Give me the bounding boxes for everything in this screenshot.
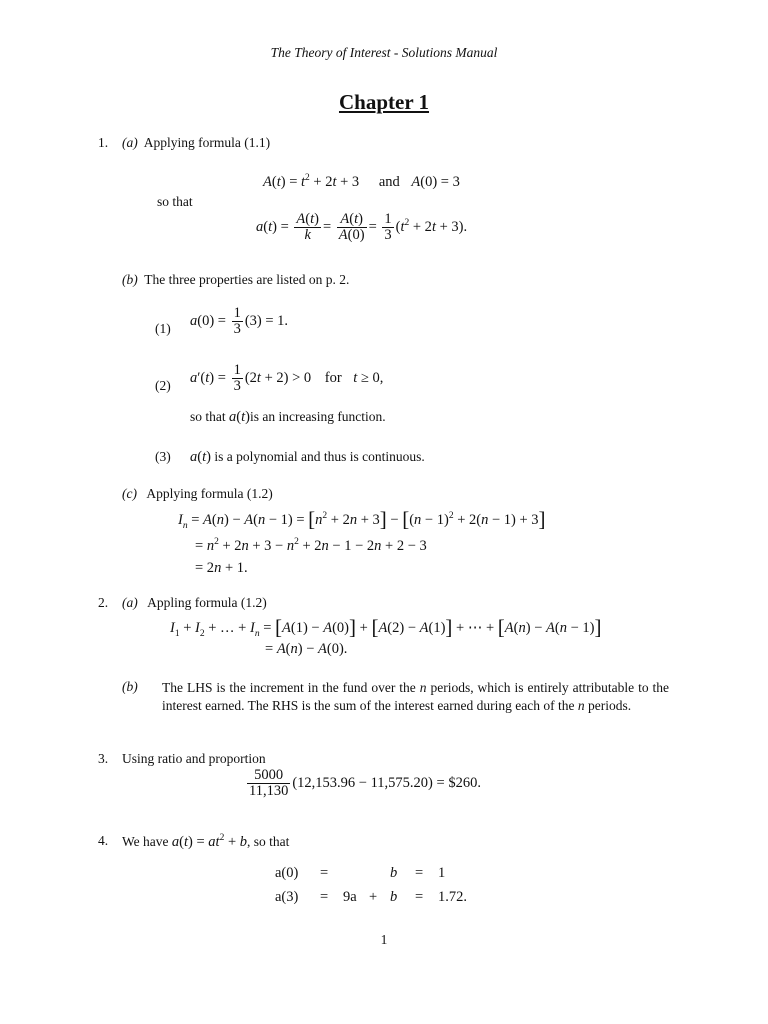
problem-1-number: 1. [98, 135, 109, 150]
problem-1a [122, 135, 270, 151]
part-label: (b) [122, 272, 138, 287]
property-2-equation: a′(t) = $\frac{1}{3}$ (2t + 2) > 0 for t ≥ 0, [190, 362, 384, 395]
problem-3-equation: $\frac{5000}{11,130}$ (12,153.96 − 11,575.20) = $260. [249, 767, 481, 800]
part-label: (c) [122, 486, 137, 501]
so-that-text: so that [157, 194, 193, 209]
property-3-text: a(t) is a polynomial and thus is continuous. [190, 449, 425, 465]
problem-3-number: 3. [98, 751, 109, 766]
equation-In-line3: = 2n + 1. [195, 560, 248, 576]
chapter-title: Chapter 1 [338, 90, 430, 114]
part-text: Applying formula (1.2) [146, 486, 273, 501]
problem-1b [122, 272, 349, 288]
property-1-equation: a(0) = $\frac{1}{3}$ (3) = 1. [190, 305, 289, 338]
page-number: 1 [380, 932, 388, 947]
problem-2b-text: The LHS is the increment in the fund over the n periods, which is entirely attributable to the interest earned. The RHS is the sum of the interest earned during each of the n periods. [162, 680, 670, 713]
part-label: (a) [122, 135, 138, 150]
equation-In-line2: = $n^2 + 2n + 3 - n^2 + 2n - 1 - 2n + 2 - 3$ [195, 537, 427, 554]
problem-4-text: We have $a(t) = at^2 + b$, so that [122, 833, 290, 850]
part-text: The three properties are listed on p. 2. [144, 272, 350, 287]
for-text: for [324, 370, 342, 387]
part-text: Applying formula (1.1) [143, 135, 271, 150]
part-label: (a) [122, 595, 138, 610]
property-2-note: so that a(t)is an increasing function. [190, 409, 386, 425]
problem-2-number: 2. [98, 595, 109, 610]
equation-In-line1: $I_n = A(n) - A(n - 1) = [n^2 + 2n + 3] - [(n - 1)^2 + 2(n - 1) + 3]$ [178, 507, 546, 531]
problem-2b-label: (b) [122, 679, 138, 694]
equation-sum-line1: $I_1 + I_2$ + … + $I_n = [A(1) - A(0)] + [A(2) - A(1)]$ + ⋯ + [A(n) − A(n − 1)] [170, 615, 602, 639]
property-1-label: (1) [155, 321, 171, 336]
and-text: and [378, 173, 400, 190]
problem-3-text: Using ratio and proportion [122, 751, 266, 766]
equation-a: a(t) = $\frac{A(t)}{k}$ = $\frac{A(t)}{A(0)}$ = $\frac{1}{3}$ $(t^2 + 2t + 3)$. [256, 211, 468, 244]
running-header: The Theory of Interest - Solutions Manual [270, 45, 498, 60]
property-3-label: (3) [155, 449, 171, 464]
equation-sum-line2: = A(n) − A(0). [265, 641, 348, 657]
problem-4-number: 4. [98, 833, 109, 848]
problem-2a [122, 595, 267, 611]
equation-A: $A(t) = t^2 + 2t + 3$ and A(0) = 3 [263, 173, 460, 190]
part-text: Appling formula (1.2) [147, 595, 267, 610]
property-2-label: (2) [155, 378, 171, 393]
problem-1c [122, 486, 273, 502]
